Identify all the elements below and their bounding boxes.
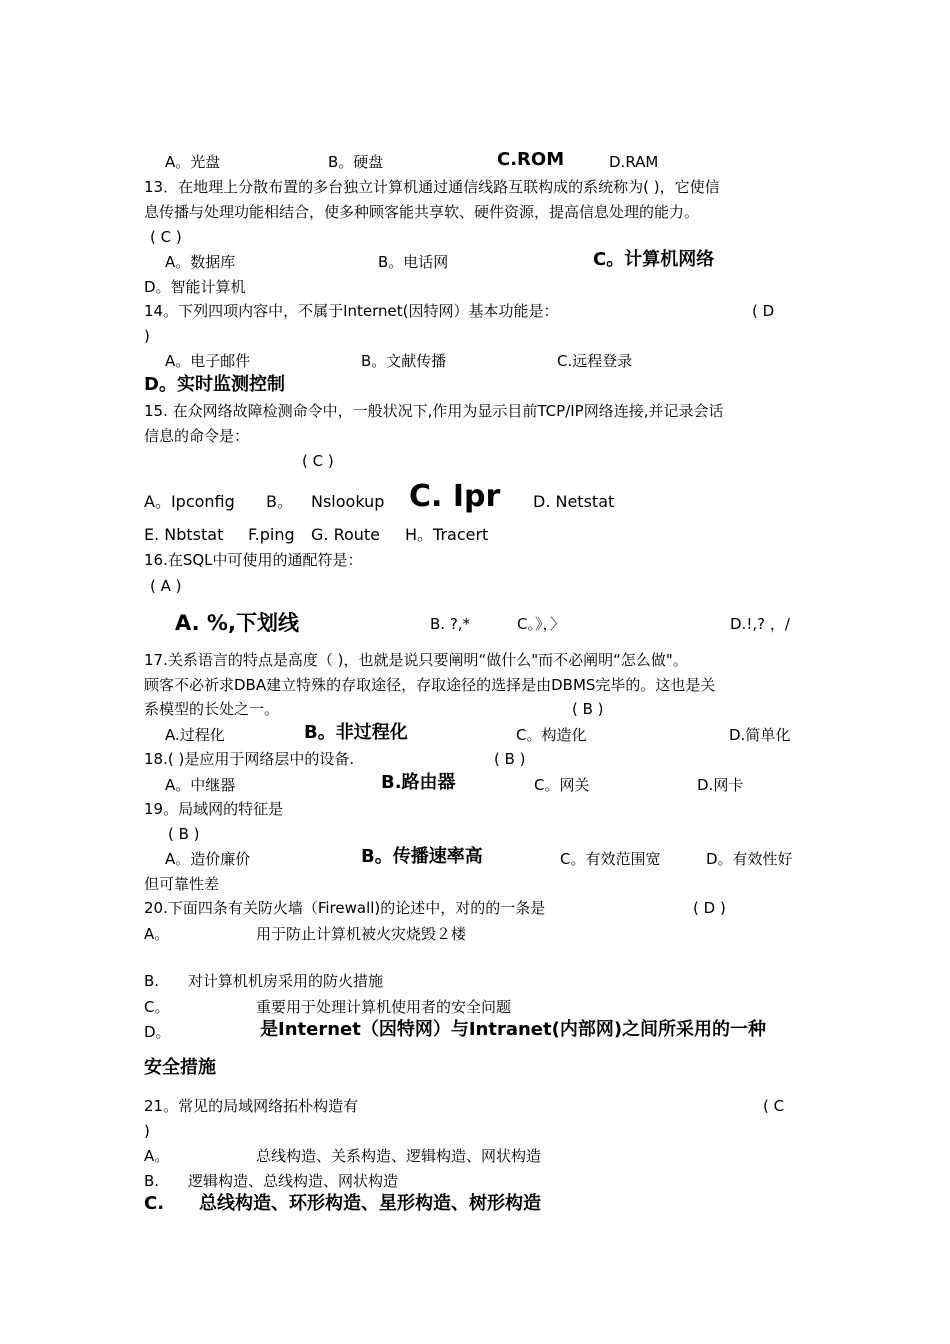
q20-option-b: 对计算机机房采用的防火措施 (188, 972, 384, 990)
q21-option-b-label: B. (144, 1172, 160, 1190)
q20-option-d-continued: 安全措施 (144, 1057, 216, 1078)
q20-option-c: 重要用于处理计算机使用者的安全问题 (256, 998, 512, 1016)
q14-option-b: B。文献传播 (361, 352, 447, 370)
q19-answer: ( B ) (168, 825, 200, 843)
q20-option-d-answer: 是Internet（因特网）与Intranet(内部网)之间所采用的一种 (260, 1019, 767, 1040)
q20-option-c-label: C。 (144, 998, 170, 1016)
q19-option-b-answer: B。传播速率高 (361, 846, 483, 867)
q13-option-b: B。电话网 (378, 253, 449, 271)
q21-option-c-answer: 总线构造、环形构造、星形构造、树形构造 (199, 1193, 541, 1214)
q17-option-d: D.简单化 (729, 726, 791, 744)
q14-answer: ( D (752, 302, 775, 320)
q19-text-line1: 19。局域网的特征是 (144, 800, 284, 818)
q17-option-a: A.过程化 (165, 726, 225, 744)
q14-answer-close: ) (144, 327, 150, 345)
q16-option-d: D.!,? ，/ (730, 615, 790, 633)
q17-option-c: C。构造化 (516, 726, 587, 744)
q15-option-g: G. Route (311, 525, 381, 544)
q19-option-c: C。有效范围宽 (560, 850, 661, 868)
q19-option-a: A。造价廉价 (165, 850, 251, 868)
q21-option-a: 总线构造、关系构造、逻辑构造、网状构造 (256, 1147, 542, 1165)
q15-option-b: B。 (266, 492, 293, 511)
q14-text-line1: 14。下列四项内容中，不属于Internet(因特网）基本功能是： (144, 302, 559, 320)
q16-option-c: C。》，〉 (517, 615, 565, 633)
q20-option-a-label: A。 (144, 925, 170, 943)
q12-option-c-answer: C.ROM (497, 149, 565, 170)
q15-option-a: A。Ipconfig (144, 492, 235, 511)
q21-answer-close: ) (144, 1122, 150, 1140)
q15-text-line1: 15. 在众网络故障检测命令中，一般状况下,作用为显示目前TCP/IP网络连接,并记录会话 (144, 402, 724, 420)
q18-option-b-answer: B.路由器 (381, 772, 456, 793)
q20-answer: ( D ) (693, 899, 726, 917)
q19-option-d-continued: 但可靠性差 (144, 875, 220, 893)
q18-option-a: A。中继器 (165, 776, 236, 794)
q15-option-b-value: Nslookup (311, 492, 385, 511)
q18-option-c: C。网关 (534, 776, 590, 794)
q16-answer: ( A ) (150, 577, 182, 595)
q13-option-a: A。数据库 (165, 253, 236, 271)
q17-text-line2: 顾客不必祈求DBA建立特殊的存取途径，存取途径的选择是由DBMS完毕的。这也是关 (144, 676, 716, 694)
q14-option-a: A。电子邮件 (165, 352, 251, 370)
q21-option-c-label: C. (144, 1193, 165, 1214)
q21-option-a-label: A。 (144, 1147, 170, 1165)
q16-text-line1: 16.在SQL中可使用的通配符是： (144, 551, 363, 569)
q16-option-b: B. ?,* (430, 615, 471, 633)
q17-text-line1: 17.关系语言的特点是高度（ )，也就是说只要阐明“做什么"而不必阐明“怎么做"。 (144, 651, 688, 669)
q17-option-b-answer: B。非过程化 (304, 722, 408, 743)
q21-answer: ( C (763, 1097, 785, 1115)
q12-option-d: D.RAM (609, 153, 659, 171)
q15-option-c-answer: C. Ipr (409, 479, 501, 514)
q20-option-b-label: B. (144, 972, 160, 990)
q15-option-e: E. Nbtstat (144, 525, 224, 544)
q14-option-d-answer: D。实时监测控制 (144, 374, 285, 395)
q19-option-d: D。有效性好 (706, 850, 793, 868)
q18-answer: ( B ) (494, 750, 526, 768)
q16-option-a-answer: A. %,下划线 (175, 611, 299, 635)
q18-option-d: D.网卡 (697, 776, 744, 794)
q13-option-c-answer: C。计算机网络 (593, 249, 715, 270)
q15-text-line2: 信息的命令是： (144, 427, 250, 445)
q20-option-a: 用于防止计算机被火灾烧毁２楼 (256, 925, 467, 943)
q13-answer: ( C ) (150, 228, 182, 246)
q13-text-line1: 13．在地理上分散布置的多台独立计算机通过通信线路互联构成的系统称为( )，它使信 (144, 178, 720, 196)
q13-option-d: D。智能计算机 (144, 278, 246, 296)
q20-text-line1: 20.下面四条有关防火墙（Firewall)的论述中，对的的一条是 (144, 899, 546, 917)
q21-option-b: 逻辑构造、总线构造、网状构造 (188, 1172, 399, 1190)
q15-option-f: F.ping (248, 525, 295, 544)
q17-text-line3: 系模型的长处之一。 (144, 700, 280, 718)
q12-option-a: A。光盘 (165, 153, 221, 171)
q20-option-d-label: D。 (144, 1023, 171, 1041)
q18-text-line1: 18.( )是应用于网络层中的设备. (144, 750, 355, 768)
q15-answer: ( C ) (302, 452, 334, 470)
q14-option-c: C.远程登录 (557, 352, 633, 370)
q15-option-d: D. Netstat (533, 492, 615, 511)
q13-text-line2: 息传播与处理功能相结合，使多种顾客能共享软、硬件资源，提高信息处理的能力。 (144, 203, 700, 221)
q21-text-line1: 21。常见的局域网络拓朴构造有 (144, 1097, 359, 1115)
q12-option-b: B。硬盘 (328, 153, 384, 171)
q17-answer: ( B ) (572, 700, 604, 718)
q15-option-h: H。Tracert (405, 525, 489, 544)
